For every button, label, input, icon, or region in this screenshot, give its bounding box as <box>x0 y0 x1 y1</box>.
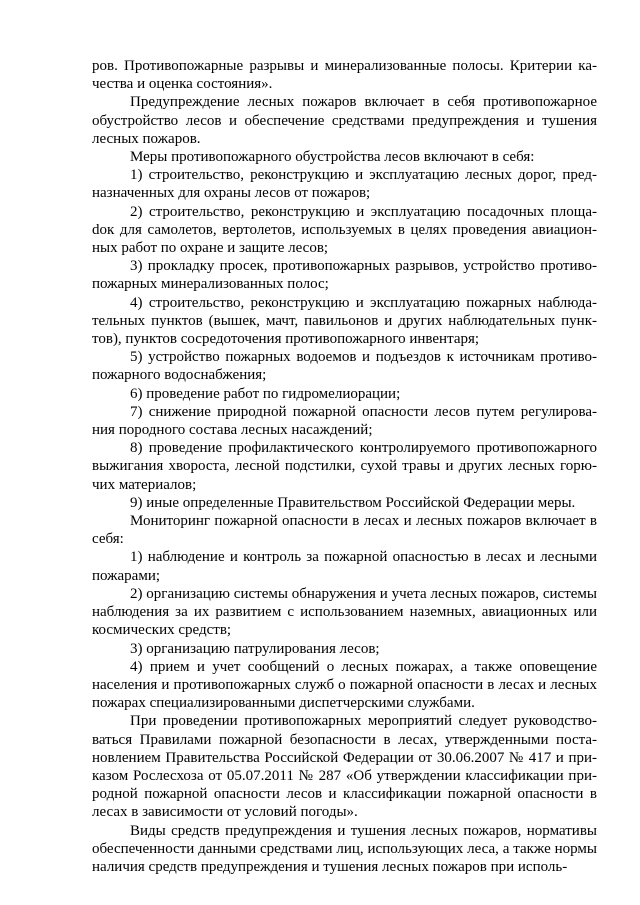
paragraph-monitoring: Мониторинг пожарной опасности в лесах и лесных пожаров включает в себя: <box>92 513 597 548</box>
list-item-4: 4) строительство, реконструкцию и эксплуатацию пожарных наблюдательных пунктов (вышек, мачт, павильонов и других наблюдательных пунктов), пунктов сосредоточения противопожарного инвентаря; <box>92 294 597 348</box>
list-item-5: 5) устройство пожарных водоемов и подъездов к источникам противопожарного водоснабжения; <box>92 349 597 384</box>
list-item-6: 6) проведение работ по гидромелиорации; <box>130 385 401 402</box>
list-item-7: 7) снижение природной пожарной опасности лесов путем регулирования породного состава лесных насаждений; <box>92 403 597 439</box>
list-item-3: 3) прокладку просек, противопожарных разрывов, устройство противопожарных минерализованных полос; <box>92 258 597 293</box>
paragraph-rules: При проведении противопожарных мероприятий следует руководствоваться Правилами пожарной безопасности в лесах, утвержденными постановлением Правительства Российской Федерации от 30.06.2007 № 417 и приказом Рослесхоза от 05.07.2011 № 287 «Об утверждении классификации природной пожарной опасности лесов и классификации пожарной опасности в лесах в зависимости от условий погоды». <box>92 713 597 821</box>
paragraph-3: Меры противопожарного обустройства лесов включают в себя: <box>130 149 535 166</box>
list-item-8: 8) проведение профилактического контролируемого противопожарного выжигания хвороста, лесной подстилки, сухой травы и других лесных горючих материалов; <box>92 440 597 493</box>
monitoring-item-2: 2) организацию системы обнаружения и учета лесных пожаров, системы наблюдения за их развитием с использованием наземных, авиационных или космических средств; <box>92 585 597 639</box>
monitoring-item-4: 4) прием и учет сообщений о лесных пожарах, а также оповещение населения и противопожарных служб о пожарной опасности в лесах и лесных пожарах специализированными диспетчерскими службами. <box>92 658 597 712</box>
list-item-2: 2) строительство, реконструкцию и эксплуатацию посадочных площаdок для самолетов, вертолетов, используемых в целях проведения авиационных работ по охране и защите лесов; <box>92 203 597 257</box>
monitoring-item-3: 3) организацию патрулирования лесов; <box>130 640 380 657</box>
list-item-9: 9) иные определенные Правительством Российской Федерации меры. <box>130 494 576 511</box>
monitoring-item-1: 1) наблюдение и контроль за пожарной опасностью в лесах и лесными пожарами; <box>92 549 597 584</box>
paragraph-1: ров. Противопожарные разрывы и минерализованные полосы. Критерии качества и оценка состояния». <box>92 58 597 93</box>
paragraph-2: Предупреждение лесных пожаров включает в себя противопожарное обустройство лесов и обеспечение средствами предупреждения и тушения лесных пожаров. <box>92 94 597 147</box>
document-page <box>92 57 597 876</box>
paragraph-means: Виды средств предупреждения и тушения лесных пожаров, нормативы обеспеченности данными средствами лиц, использующих леса, а также нормы наличия средств предупреждения и тушения лесных пожаров при исполь- <box>92 822 597 875</box>
list-item-1: 1) строительство, реконструкцию и эксплуатацию лесных дорог, предназначенных для охраны лесов от пожаров; <box>92 167 597 202</box>
